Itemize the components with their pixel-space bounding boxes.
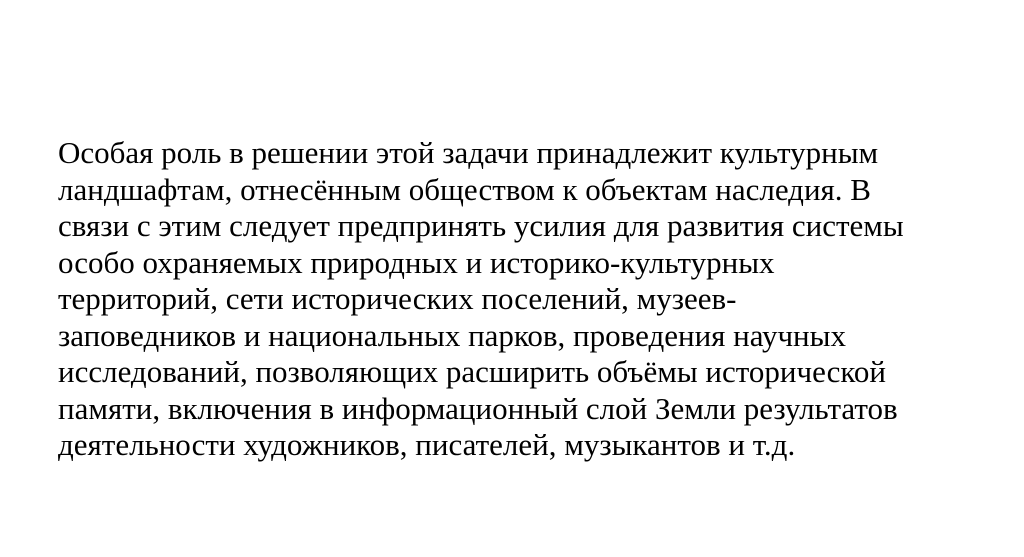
paragraph-line: памяти, включения в информационный слой Земли результатов (58, 390, 898, 426)
paragraph-line: деятельности художников, писателей, музыкантов и т.д. (58, 427, 796, 462)
body-paragraph (58, 135, 988, 464)
paragraph-line: ландшафтам, отнесённым обществом к объектам наследия. В (58, 171, 871, 207)
paragraph-line: особо охраняемых природных и историко-культурных (58, 244, 775, 280)
paragraph-line: Особая роль в решении этой задачи принадлежит культурным (58, 135, 879, 170)
paragraph-line: заповедников и национальных парков, проведения научных (58, 317, 846, 353)
paragraph-line: территорий, сети исторических поселений, музеев- (58, 281, 737, 316)
paragraph-line: связи с этим следует предпринять усилия для развития системы (58, 208, 904, 243)
paragraph-line: исследований, позволяющих расширить объёмы исторической (58, 354, 886, 389)
